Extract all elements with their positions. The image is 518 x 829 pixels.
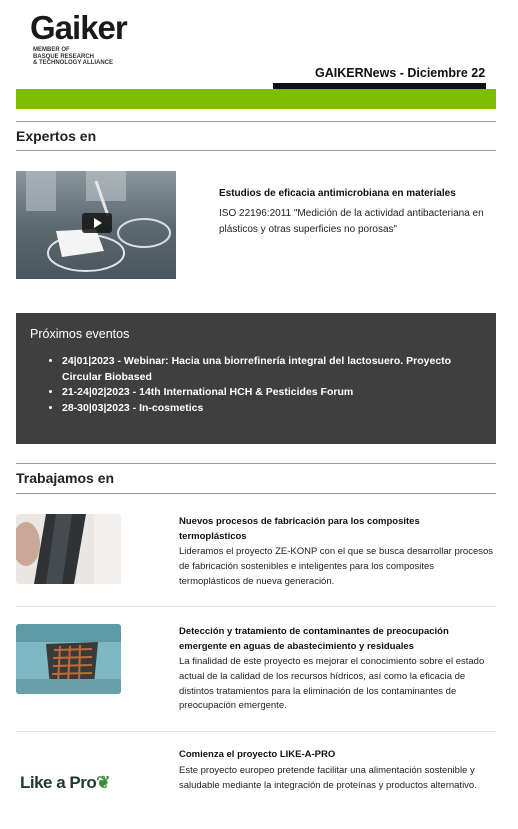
section-rule bbox=[16, 493, 496, 494]
events-title: Próximos eventos bbox=[30, 327, 130, 341]
work-item-title[interactable]: Comienza el proyecto LIKE-A-PRO bbox=[179, 749, 336, 760]
header-green-bar bbox=[16, 89, 496, 109]
video-thumbnail[interactable] bbox=[16, 171, 176, 279]
event-item[interactable]: • 28-30|03|2023 - In-cosmetics bbox=[62, 401, 482, 417]
leaf-icon: ❦ bbox=[96, 773, 111, 792]
expert-article-desc: ISO 22196:2011 "Medición de la actividad antibacteriana en plásticos y otras superficies no porosas" bbox=[219, 208, 484, 235]
event-item[interactable]: • 24|01|2023 - Webinar: Hacia una biorrefinería integral del lactosuero. Proyecto Circular Biobased bbox=[62, 354, 482, 385]
newsletter-title: GAIKERNews - Diciembre 22 bbox=[315, 66, 486, 80]
tagline-line: MEMBER OF bbox=[33, 47, 70, 53]
events-list bbox=[48, 354, 482, 416]
like-a-pro-logo[interactable] bbox=[20, 773, 110, 793]
work-item-title[interactable]: Detección y tratamiento de contaminantes de preocupación emergente en aguas de abastecimiento y residuales bbox=[179, 626, 449, 652]
section-rule bbox=[16, 463, 496, 464]
work-item-desc: La finalidad de este proyecto es mejorar el conocimiento sobre el estado actual de la calidad de los recursos hídricos, así como la eficacia de distintos tratamientos para la eliminación de los contaminantes de preocupación emergente. bbox=[179, 656, 485, 712]
tagline-line: BASQUE RESEARCH bbox=[33, 53, 95, 60]
work-item-desc: Este proyecto europeo pretende facilitar una alimentación sostenible y saludable mediante la integración de proteínas y productos alternativo. bbox=[179, 765, 477, 791]
expert-article-title[interactable]: Estudios de eficacia antimicrobiana en materiales bbox=[219, 188, 456, 199]
work-item-desc: Lideramos el proyecto ZE-KONP con el que se busca desarrollar procesos de fabricación sostenibles e inteligentes para los composites termoplásticos de nueva generación. bbox=[179, 546, 494, 587]
item-divider bbox=[16, 731, 496, 732]
section-title-work: Trabajamos en bbox=[16, 470, 115, 486]
section-rule bbox=[16, 150, 496, 151]
work-item-title[interactable]: Nuevos procesos de fabricación para los composites termoplásticos bbox=[179, 516, 420, 542]
item-divider bbox=[16, 606, 496, 607]
section-rule bbox=[16, 121, 496, 122]
water-treatment-image[interactable] bbox=[16, 624, 121, 694]
tagline-line: & TECHNOLOGY ALLIANCE bbox=[33, 60, 114, 67]
like-a-pro-logo-text: Like a Pro bbox=[20, 773, 97, 792]
play-icon[interactable] bbox=[82, 213, 112, 233]
section-title-experts: Expertos en bbox=[16, 128, 97, 144]
gaiker-logo[interactable] bbox=[30, 8, 127, 48]
composite-image[interactable] bbox=[16, 514, 121, 584]
logo-tagline bbox=[33, 47, 113, 67]
logo-text: Gaiker bbox=[30, 9, 127, 46]
event-item[interactable]: • 21-24|02|2023 - 14th International HCH & Pesticides Forum bbox=[62, 385, 482, 401]
